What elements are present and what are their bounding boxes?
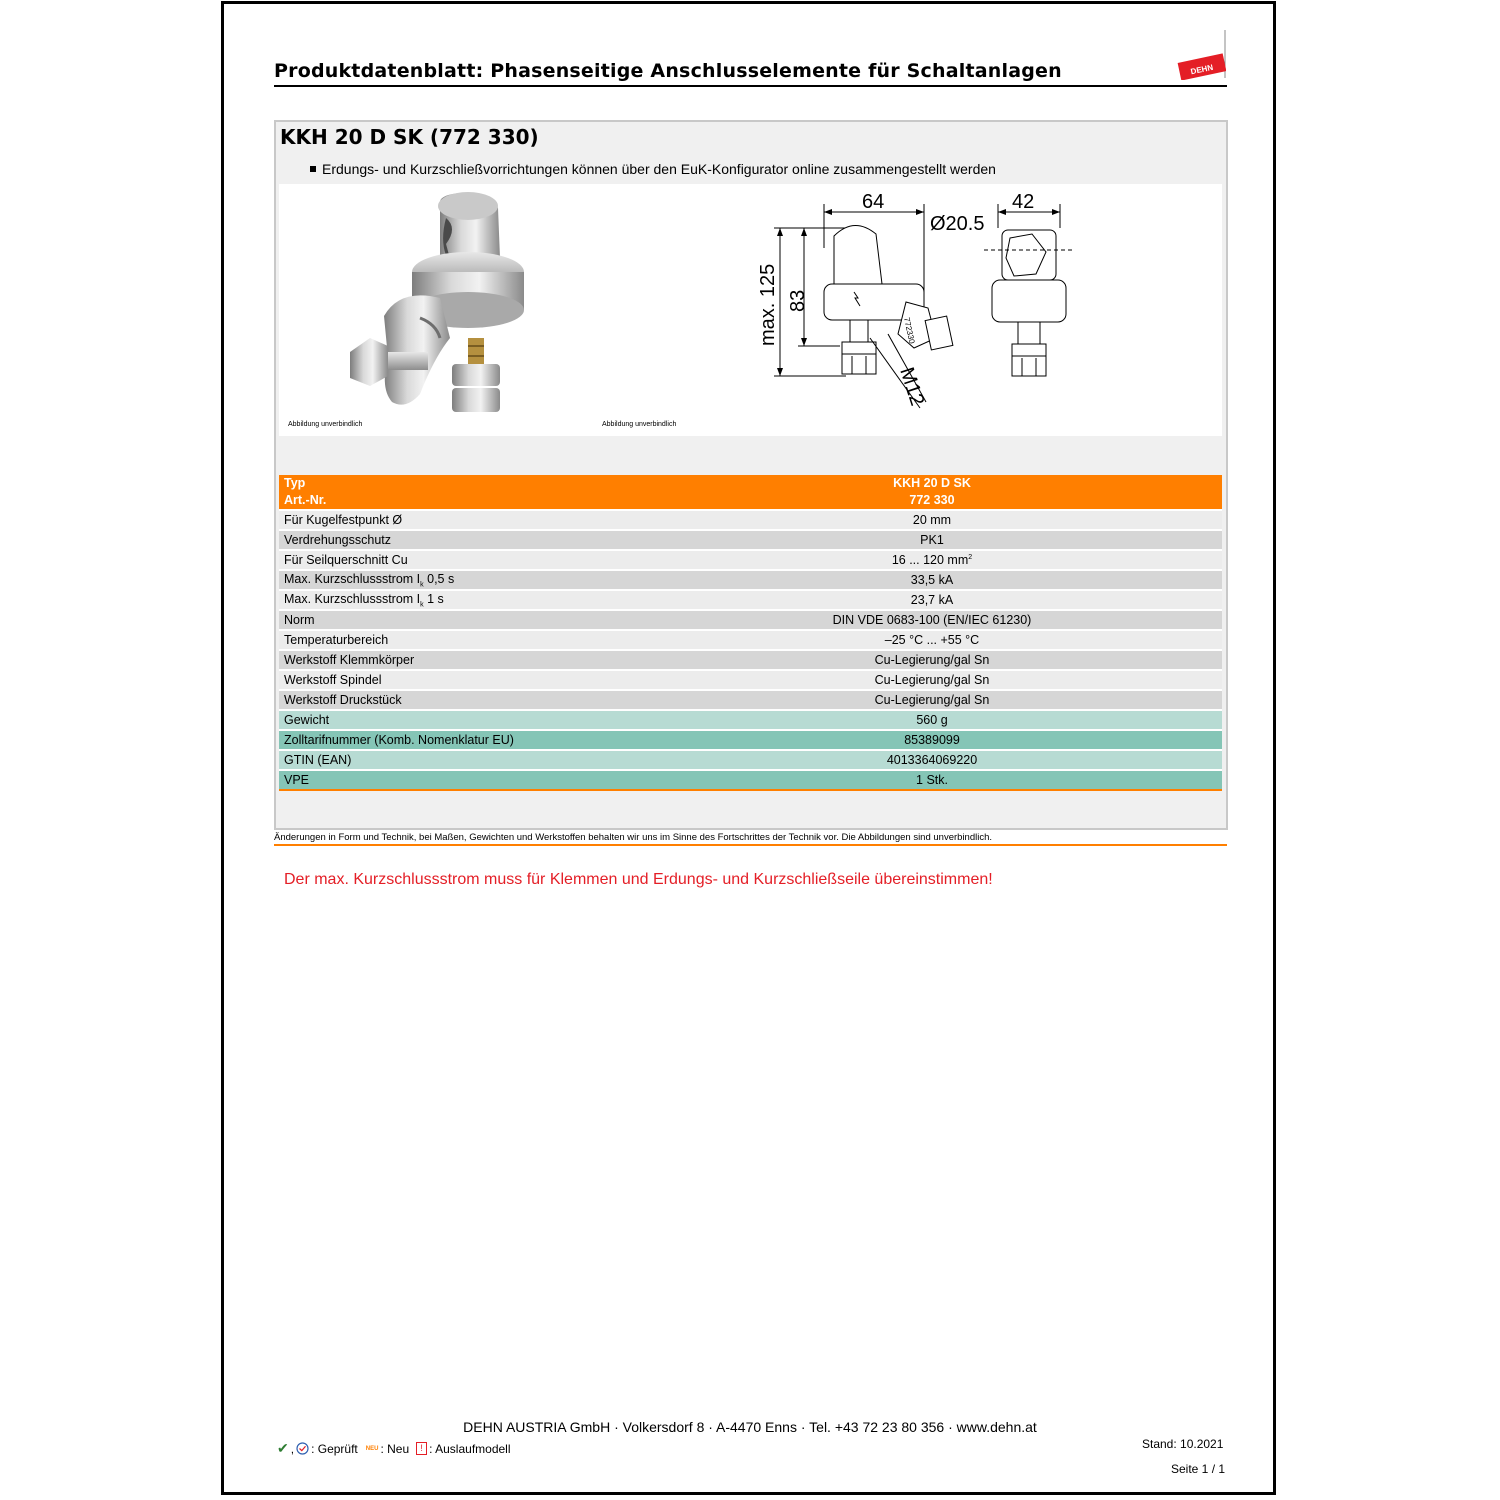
footer-company: DEHN AUSTRIA GmbH · Volkersdorf 8 · A-4470 Enns · Tel. +43 72 23 80 356 · www.dehn.at — [463, 1419, 1037, 1435]
spec-value: DIN VDE 0683-100 (EN/IEC 61230) — [647, 610, 1222, 630]
table-row — [279, 510, 1222, 530]
table-row — [279, 530, 1222, 550]
spec-table — [279, 475, 1222, 791]
dim-height: 83 — [787, 289, 809, 312]
spec-label-text: Max. Kurzschlussstrom I — [284, 591, 421, 606]
table-row — [279, 730, 1222, 750]
disclaimer: Änderungen in Form und Technik, bei Maßen, Gewichten und Werkstoffen behalten wir uns im Sinne des Fortschrittes der Technik vor. Die Abbildungen sind unverbindlich. — [274, 832, 993, 843]
spec-label: Für Seilquerschnitt Cu — [279, 550, 647, 570]
spec-label-text: Max. Kurzschlussstrom I — [284, 571, 421, 586]
spec-header-type — [279, 475, 1222, 492]
legend-separator: , — [290, 1441, 295, 1456]
spec-value: KKH 20 D SK — [647, 475, 1222, 492]
spec-value: Cu-Legierung/gal Sn — [647, 690, 1222, 710]
test-seal-icon — [296, 1442, 309, 1455]
warning-text: Der max. Kurzschlussstrom muss für Klemmen und Erdungs- und Kurzschließseile übereinstimmen! — [284, 871, 993, 888]
spec-label: Art.-Nr. — [279, 492, 647, 510]
logo-text: DEHN — [1189, 62, 1214, 77]
table-row — [279, 570, 1222, 590]
spec-value: 20 mm — [647, 510, 1222, 530]
spec-label: Gewicht — [279, 710, 647, 730]
legend-discontinued: : Auslaufmodell — [429, 1441, 511, 1456]
spec-value — [647, 550, 1222, 570]
spec-label — [279, 590, 647, 610]
spec-label: Für Kugelfestpunkt Ø — [279, 510, 647, 530]
dehn-logo — [1176, 30, 1226, 80]
spec-label: Verdrehungsschutz — [279, 530, 647, 550]
orange-divider — [274, 844, 1227, 846]
drawing-part-number: 772330 — [902, 316, 917, 345]
new-badge-icon: NEU — [365, 1445, 379, 1452]
discontinued-icon: ! — [416, 1442, 427, 1455]
spec-label-suffix: 0,5 s — [423, 571, 455, 586]
spec-value: PK1 — [647, 530, 1222, 550]
spec-label: VPE — [279, 770, 647, 790]
product-note — [310, 161, 996, 177]
footer-legend — [277, 1440, 511, 1457]
spec-label: Werkstoff Spindel — [279, 670, 647, 690]
spec-label — [279, 570, 647, 590]
checkmark-icon: ✔ — [277, 1440, 289, 1456]
dim-height-max: max. 125 — [757, 263, 779, 346]
spec-label-subscript: k — [420, 581, 424, 589]
bullet-square-icon — [310, 166, 316, 172]
spec-header-art — [279, 492, 1222, 510]
page-number: Seite 1 / 1 — [1171, 1462, 1226, 1476]
footer-date: Stand: 10.2021 — [1142, 1437, 1224, 1451]
spec-value-exponent: 2 — [968, 553, 973, 561]
spec-value: –25 °C ... +55 °C — [647, 630, 1222, 650]
photo-caption: Abbildung unverbindlich — [288, 421, 363, 428]
dim-depth: 42 — [1012, 191, 1035, 213]
table-row — [279, 650, 1222, 670]
legend-new: : Neu — [380, 1441, 410, 1456]
spec-value: Cu-Legierung/gal Sn — [647, 650, 1222, 670]
spec-value: 560 g — [647, 710, 1222, 730]
spec-value: Cu-Legierung/gal Sn — [647, 670, 1222, 690]
table-row — [279, 750, 1222, 770]
spec-label: Zolltarifnummer (Komb. Nomenklatur EU) — [279, 730, 647, 750]
page-title: Produktdatenblatt: Phasenseitige Anschlusselemente für Schaltanlagen — [274, 60, 1062, 82]
spec-value: 23,7 kA — [647, 590, 1222, 610]
table-row — [279, 770, 1222, 790]
table-row — [279, 590, 1222, 610]
spec-value-text: 16 ... 120 mm — [891, 553, 969, 567]
spec-value: 772 330 — [647, 492, 1222, 510]
legend-checked: : Geprüft — [311, 1441, 358, 1456]
dim-thread: M12 — [895, 364, 929, 409]
spec-label: Werkstoff Klemmkörper — [279, 650, 647, 670]
table-row — [279, 710, 1222, 730]
spec-label-subscript: k — [420, 601, 424, 609]
spec-value: 85389099 — [647, 730, 1222, 750]
table-row — [279, 610, 1222, 630]
spec-label: Typ — [279, 475, 647, 492]
spec-label: Temperaturbereich — [279, 630, 647, 650]
dim-ball: Ø20.5 — [930, 213, 985, 235]
table-row — [279, 670, 1222, 690]
table-row — [279, 690, 1222, 710]
product-note-text: Erdungs- und Kurzschließvorrichtungen können über den EuK-Konfigurator online zusammengestellt werden — [322, 161, 996, 177]
drawing-caption: Abbildung unverbindlich — [602, 421, 677, 428]
spec-value: 1 Stk. — [647, 770, 1222, 790]
technical-drawing — [750, 188, 1080, 420]
product-title: KKH 20 D SK (772 330) — [280, 125, 539, 149]
spec-label-suffix: 1 s — [423, 591, 444, 606]
spec-label: Norm — [279, 610, 647, 630]
spec-value: 33,5 kA — [647, 570, 1222, 590]
product-photo — [340, 188, 530, 416]
spec-value: 4013364069220 — [647, 750, 1222, 770]
dim-width: 64 — [862, 191, 885, 213]
table-row — [279, 630, 1222, 650]
table-row — [279, 550, 1222, 570]
title-divider — [274, 85, 1227, 87]
spec-label: GTIN (EAN) — [279, 750, 647, 770]
spec-label: Werkstoff Druckstück — [279, 690, 647, 710]
